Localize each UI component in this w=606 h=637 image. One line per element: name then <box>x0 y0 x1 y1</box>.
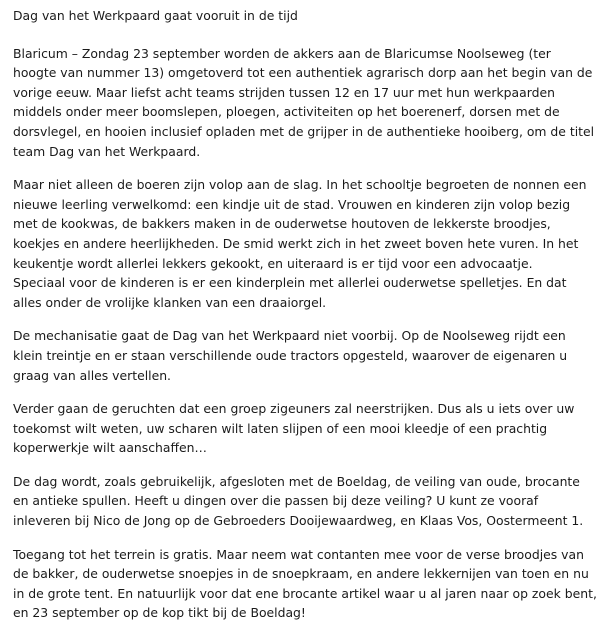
paragraph-zigeuners: Verder gaan de geruchten dat een groep zigeuners zal neerstrijken. Dus als u iets over uw toekomst wilt weten, uw scharen wilt laten slijpen of een mooi kleedje of een prachtig koperwerkje wilt aanschaffen… <box>13 401 575 456</box>
paragraph-nonnen: Maar niet alleen de boeren zijn volop aan de slag. In het schooltje begroeten de nonnen een nieuwe leerling verwelkomd: een kindje uit de stad. Vrouwen en kinderen zijn volop bezig met de kookwas, de bakkers maken in de ouderwetse houtoven de lekkerste broodjes, koekjes en andere heerlijkheden. De smid werkt zich in het zweet boven hete vuren. In het keukentje wordt allerlei lekkers gekookt, en uiteraard is er tijd voor een advocaatje. <box>13 177 587 271</box>
paragraph-boeldag: De dag wordt, zoals gebruikelijk, afgesloten met de Boeldag, de veiling van oude, brocante en antieke spullen. Heeft u dingen over die passen bij deze veiling? U kunt ze vooraf inleveren bij Nico de Jong op de Gebroeders Dooijewaardweg, en Klaas Vos, Oostermeent 1. <box>13 473 584 529</box>
paragraph-kinderplein: Speciaal voor de kinderen is er een kinderplein met allerlei ouderwetse spelletjes. En dat alles onder de vrolijke klanken van een draaiorgel. <box>13 275 567 310</box>
paragraph-mechanisatie: De mechanisatie gaat de Dag van het Werkpaard niet voorbij. Op de Noolseweg rijdt een klein treintje en er staan verschillende oude tractors opgesteld, waarover de eigenaren u graag van alles vertellen. <box>13 328 568 383</box>
paragraph-toegang: Toegang tot het terrein is gratis. Maar neem wat contanten mee voor de verse broodjes van de bakker, de ouderwetse snoepjes in de snoepkraam, en andere lekkernijen van toen en nu in de grote tent. En natuurlijk voor dat ene brocante artikel waar u al jaren naar op zoek bent, en 23 september op de kop tikt bij de Boeldag! <box>13 546 597 621</box>
paragraph-intro: Blaricum – Zondag 23 september worden de akkers aan de Blaricumse Noolseweg (ter hoogte van nummer 13) omgetoverd tot een authentiek agrarisch dorp aan het begin van de vorige eeuw. Maar liefst acht teams strijden tussen 12 en 17 uur met hun werkpaarden middels onder meer boomslepen, ploegen, activiteiten op het boerenerf, dorsen met de dorsvlegel, en hooien inclusief opladen met de grijper in de authentieke hooiberg, om de titel team Dag van het Werkpaard. <box>13 45 595 159</box>
document-body <box>13 6 598 637</box>
article-title: Dag van het Werkpaard gaat vooruit in de tijd <box>13 8 298 23</box>
